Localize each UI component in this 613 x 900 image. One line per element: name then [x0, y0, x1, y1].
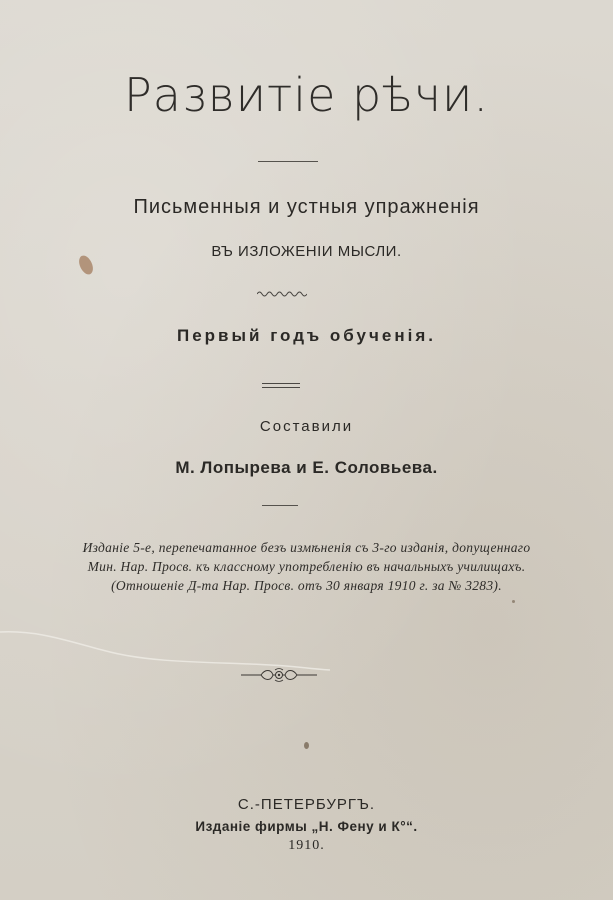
publisher: Изданіе фирмы „Н. Фену и К°“. — [195, 819, 418, 834]
authors: М. Лопырева и Е. Соловьева. — [175, 458, 438, 477]
edition-note-line: Изданіе 5-е, перепечатанное безъ измѣненія съ 3-го изданія, допущеннаго — [82, 540, 531, 555]
publication-year: 1910. — [288, 838, 325, 853]
edition-note-line: (Отношеніе Д-та Нар. Просв. отъ 30 января 1910 г. за № 3283). — [111, 578, 502, 593]
book-title: Развитіе рѣчи. — [124, 68, 489, 122]
paper-crease — [0, 612, 330, 672]
year-of-study: Первый годъ обученія. — [177, 326, 436, 345]
edition-note-line: Мин. Нар. Просв. къ классному употребленію въ начальныхъ училищахъ. — [87, 559, 526, 574]
paper-stain-small — [512, 600, 515, 603]
ornament-divider — [241, 666, 317, 684]
double-rule-divider — [262, 383, 300, 388]
publication-city: С.-ПЕТЕРБУРГЪ. — [237, 796, 376, 813]
wavy-divider — [257, 290, 307, 298]
compiled-by-label: Составили — [259, 418, 354, 435]
authors-divider — [262, 505, 298, 506]
paper-stain-small — [304, 742, 309, 749]
book-subtitle: Письменныя и устныя упражненія — [133, 196, 480, 218]
book-subtitle-secondary: ВЪ ИЗЛОЖЕНІИ МЫСЛИ. — [211, 243, 402, 260]
title-divider — [258, 161, 318, 162]
